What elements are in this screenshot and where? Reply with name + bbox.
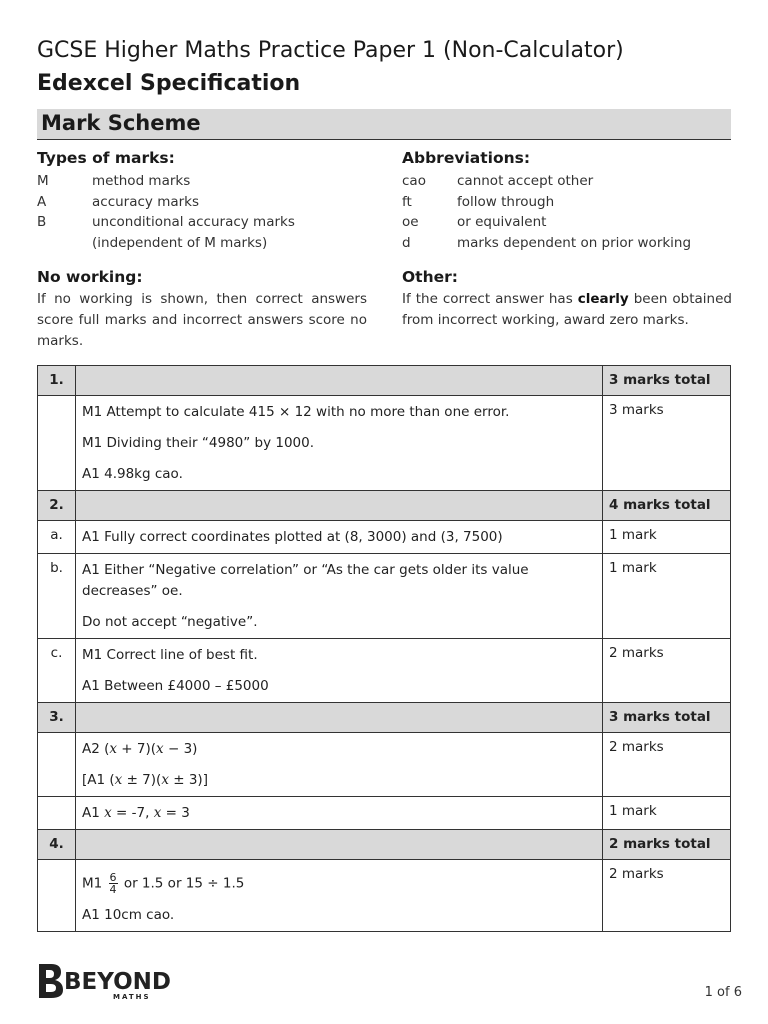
math-text: − 3) <box>163 741 198 757</box>
criteria-line <box>82 872 596 895</box>
abbreviation-code: ft <box>402 193 412 210</box>
math-variable: x <box>109 741 118 757</box>
beyond-maths-logo <box>37 962 177 1002</box>
abbreviation-item <box>402 171 732 192</box>
criteria-line: M1 Correct line of best fit. <box>82 647 258 663</box>
marks-cell: 3 marks <box>603 396 731 491</box>
abbreviations-section <box>402 149 732 253</box>
abbreviation-desc: cannot accept other <box>457 173 594 189</box>
math-text: or 1.5 or 15 ÷ 1.5 <box>119 875 245 892</box>
question-number: 1. <box>38 366 76 396</box>
criteria-cell <box>76 554 603 639</box>
question-header-row <box>38 491 731 521</box>
abbreviation-item <box>402 192 732 213</box>
other-text-bold: clearly <box>577 291 629 307</box>
question-header-row <box>38 703 731 733</box>
page-title: GCSE Higher Maths Practice Paper 1 (Non-Calculator) <box>37 38 624 63</box>
table-row <box>38 860 731 932</box>
abbreviation-desc: follow through <box>457 193 555 210</box>
criteria-line: Do not accept “negative”. <box>82 614 258 630</box>
abbreviation-item <box>402 212 732 233</box>
criteria-line <box>82 770 596 791</box>
question-header-blank <box>76 830 603 860</box>
question-header-blank <box>76 366 603 396</box>
marks-cell: 1 mark <box>603 521 731 554</box>
mark-scheme-table <box>37 365 731 932</box>
question-number: 3. <box>38 703 76 733</box>
math-variable: x <box>104 805 112 821</box>
question-number: 2. <box>38 491 76 521</box>
table-row <box>38 639 731 703</box>
criteria-line: M1 Attempt to calculate 415 × 12 with no more than one error. <box>82 404 510 420</box>
question-total: 3 marks total <box>603 703 731 733</box>
math-text: ± 3)] <box>168 772 208 788</box>
types-of-marks-section <box>37 149 367 253</box>
abbreviation-desc: marks dependent on prior working <box>457 234 692 251</box>
part-label <box>38 733 76 797</box>
question-header-blank <box>76 491 603 521</box>
page-number: 1 of 6 <box>704 985 742 1000</box>
math-text: ± 7)( <box>122 772 162 788</box>
math-text: A2 ( <box>82 741 110 757</box>
abbreviation-code: oe <box>402 214 419 230</box>
mark-type-desc: method marks <box>92 173 191 189</box>
math-text: A1 <box>82 805 105 821</box>
math-text: [A1 ( <box>82 772 115 788</box>
logo-subtext: MATHS <box>113 993 151 1001</box>
criteria-line <box>82 803 596 824</box>
table-row <box>38 733 731 797</box>
mark-type-code <box>37 233 92 254</box>
criteria-line <box>82 739 596 760</box>
mark-type-desc: (independent of M marks) <box>92 234 268 251</box>
math-text: = 3 <box>161 805 190 821</box>
mark-type-code: M <box>37 173 49 189</box>
math-variable: x <box>156 741 164 757</box>
criteria-line: A1 10cm cao. <box>82 907 175 923</box>
criteria-cell <box>76 521 603 554</box>
logo-mark <box>39 964 63 998</box>
part-label: a. <box>38 521 76 554</box>
criteria-line: M1 Dividing their “4980” by 1000. <box>82 435 315 451</box>
other-section <box>402 268 732 331</box>
types-of-marks-heading: Types of marks: <box>37 149 175 167</box>
question-header-blank <box>76 703 603 733</box>
criteria-cell <box>76 860 603 932</box>
criteria-cell <box>76 733 603 797</box>
question-header-row <box>38 366 731 396</box>
abbreviation-desc: or equivalent <box>457 214 547 230</box>
mark-scheme-banner <box>37 109 731 140</box>
question-header-row <box>38 830 731 860</box>
marks-cell: 1 mark <box>603 554 731 639</box>
mark-type-item <box>37 192 367 213</box>
mark-type-code: A <box>37 193 47 210</box>
table-row <box>38 396 731 491</box>
logo-text: BEYOND <box>64 969 171 995</box>
math-text: + 7)( <box>117 741 157 757</box>
marks-cell: 2 marks <box>603 860 731 932</box>
no-working-text: If no working is shown, then correct answers score full marks and incorrect answers score no marks. <box>37 291 367 349</box>
criteria-cell <box>76 396 603 491</box>
abbreviations-heading: Abbreviations: <box>402 149 531 167</box>
mark-type-desc: unconditional accuracy marks <box>92 214 295 230</box>
other-text-part: If the correct answer has <box>402 291 578 307</box>
abbreviation-code: d <box>402 234 411 251</box>
marks-cell: 1 mark <box>603 797 731 830</box>
fraction <box>109 872 118 895</box>
criteria-cell <box>76 639 603 703</box>
mark-type-item <box>37 212 367 233</box>
no-working-section <box>37 268 367 352</box>
criteria-line: A1 4.98kg cao. <box>82 466 183 482</box>
table-row <box>38 797 731 830</box>
fraction-numerator: 6 <box>109 871 117 884</box>
question-total: 2 marks total <box>603 830 731 860</box>
math-variable: x <box>153 805 162 821</box>
math-variable: x <box>161 772 169 788</box>
table-row <box>38 554 731 639</box>
criteria-line: A1 Fully correct coordinates plotted at (8, 3000) and (3, 7500) <box>82 529 503 545</box>
mark-type-item <box>37 171 367 192</box>
other-text-part: been obtained from incorrect working, award zero marks. <box>402 291 732 328</box>
criteria-cell <box>76 797 603 830</box>
criteria-line: A1 Between £4000 – £5000 <box>82 678 269 694</box>
other-heading: Other: <box>402 268 458 286</box>
question-total: 3 marks total <box>603 366 731 396</box>
page-subtitle: Edexcel Specification <box>37 71 301 96</box>
abbreviation-code: cao <box>402 173 426 189</box>
part-label: b. <box>38 554 76 639</box>
no-working-heading: No working: <box>37 268 143 286</box>
math-text: M1 <box>82 875 107 892</box>
abbreviation-item <box>402 233 732 254</box>
math-variable: x <box>114 772 123 788</box>
part-label <box>38 797 76 830</box>
table-row <box>38 521 731 554</box>
fraction-denominator: 4 <box>109 883 117 896</box>
mark-scheme-heading: Mark Scheme <box>41 111 201 135</box>
marks-cell: 2 marks <box>603 733 731 797</box>
marks-cell: 2 marks <box>603 639 731 703</box>
other-text <box>402 289 732 331</box>
question-total: 4 marks total <box>603 491 731 521</box>
mark-type-code: B <box>37 214 47 230</box>
criteria-line: A1 Either “Negative correlation” or “As the car gets older its value decreases” oe. <box>82 562 529 599</box>
part-label <box>38 860 76 932</box>
question-number: 4. <box>38 830 76 860</box>
math-text: = -7, <box>111 805 154 821</box>
part-label <box>38 396 76 491</box>
mark-type-desc: accuracy marks <box>92 193 200 210</box>
part-label: c. <box>38 639 76 703</box>
mark-type-item <box>37 233 367 254</box>
